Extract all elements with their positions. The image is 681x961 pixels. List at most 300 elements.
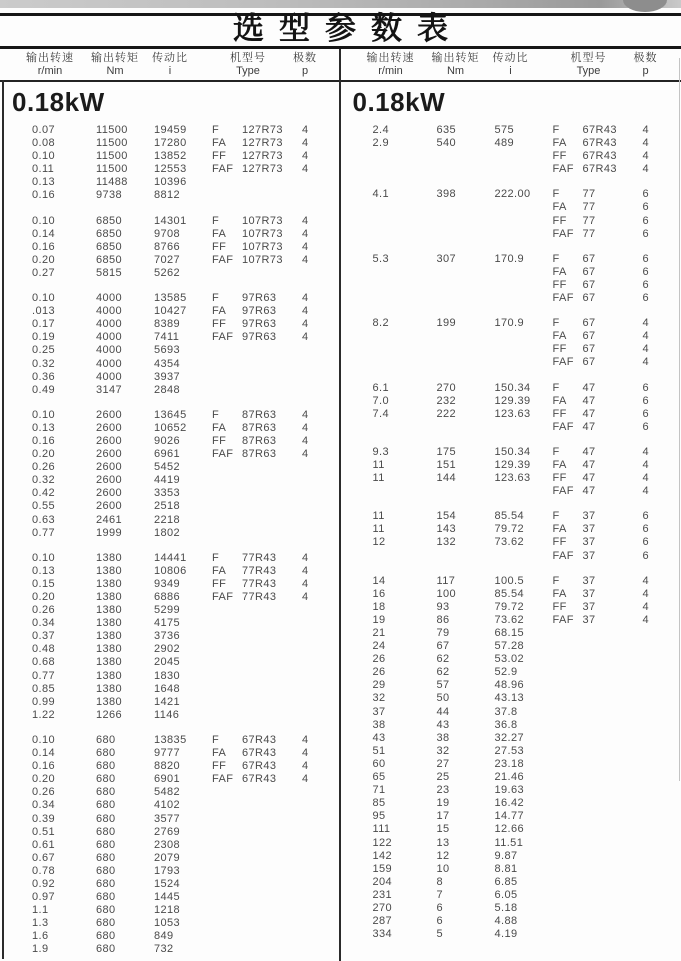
cell-torque: 38	[436, 731, 450, 744]
cell-type-prefix	[553, 810, 583, 823]
cell-poles: 4	[642, 574, 650, 587]
table-row	[341, 732, 681, 745]
cell-type-model: 97R63	[242, 318, 277, 331]
column-header-label: 极数	[293, 52, 317, 64]
cell-type-prefix: FA	[212, 564, 227, 577]
cell-poles	[302, 930, 339, 943]
cell-type-prefix: F	[212, 551, 220, 564]
cell-type-prefix	[212, 813, 242, 826]
cell-type-model	[242, 826, 302, 839]
cell-poles: 4	[302, 124, 309, 136]
cell-torque: 222	[436, 407, 457, 420]
cell-ratio: 100.5	[494, 574, 525, 587]
table-row	[0, 630, 339, 643]
cell-poles	[643, 732, 681, 745]
cell-type-model	[583, 784, 643, 797]
table-row	[341, 279, 681, 292]
cell-torque: 680	[96, 825, 116, 838]
cell-ratio: 6961	[154, 448, 181, 461]
cell-speed: 0.10	[32, 150, 56, 163]
table-row	[0, 930, 339, 943]
cell-torque: 635	[436, 124, 457, 136]
cell-speed: 26	[372, 666, 386, 679]
cell-ratio: 5262	[154, 266, 181, 279]
cell-speed: 0.20	[32, 591, 56, 603]
table-row	[0, 760, 339, 773]
cell-poles	[643, 876, 681, 889]
cell-poles: 4	[642, 124, 650, 136]
cell-torque: 6850	[96, 227, 123, 240]
cell-torque: 680	[96, 851, 116, 864]
cell-type-prefix	[212, 839, 242, 852]
cell-poles	[302, 487, 339, 500]
ratio-group	[341, 575, 681, 942]
cell-torque: 680	[96, 864, 116, 877]
cell-poles: 4	[302, 305, 309, 318]
cell-poles: 4	[302, 150, 309, 163]
cell-torque: 11500	[96, 137, 128, 150]
cell-speed: 0.16	[32, 189, 56, 202]
cell-type-model: 87R63	[242, 448, 277, 461]
cell-type-model	[242, 865, 302, 878]
cell-ratio: 43.13	[494, 692, 525, 705]
table-row	[0, 371, 339, 384]
cell-type-prefix	[212, 176, 242, 189]
cell-type-model	[242, 344, 302, 357]
cell-poles	[643, 863, 681, 876]
cell-speed: 287	[372, 915, 393, 928]
cell-speed	[373, 150, 437, 163]
cell-type-prefix	[553, 745, 583, 758]
cell-type-model: 97R63	[242, 292, 277, 305]
cell-type-prefix	[212, 487, 242, 500]
table-row	[341, 446, 681, 459]
cell-ratio: 57.28	[494, 640, 525, 653]
cell-ratio: 14.77	[494, 810, 525, 823]
cell-type-prefix	[212, 891, 242, 904]
cell-ratio: 13645	[154, 408, 187, 421]
table-row	[0, 943, 339, 956]
table-row	[0, 305, 339, 318]
cell-ratio: 79.72	[494, 523, 525, 536]
cell-ratio: 4102	[154, 799, 181, 812]
table-row	[341, 201, 681, 214]
cell-torque: 680	[96, 747, 116, 760]
cell-type-prefix: FA	[552, 137, 567, 150]
table-row	[0, 358, 339, 371]
cell-torque	[437, 343, 495, 356]
cell-ratio: 10396	[154, 176, 187, 189]
cell-speed: 18	[372, 600, 386, 613]
cell-speed: 2.9	[372, 137, 389, 150]
cell-torque: 2600	[96, 408, 123, 421]
cell-poles	[643, 745, 681, 758]
table-row	[341, 215, 681, 228]
table-left-border	[2, 80, 4, 959]
cell-poles: 4	[302, 551, 309, 564]
table-row	[341, 188, 681, 201]
cell-type-prefix: FA	[212, 227, 227, 240]
cell-speed: 0.27	[32, 266, 56, 279]
table-row	[0, 527, 339, 540]
cell-torque	[437, 421, 495, 434]
cell-torque: 540	[436, 137, 457, 150]
cell-speed	[373, 343, 437, 356]
cell-type-prefix: FF	[212, 434, 227, 447]
cell-ratio: 48.96	[494, 679, 525, 692]
cell-type-prefix: F	[212, 292, 220, 305]
cell-torque: 1380	[96, 630, 123, 643]
column-header-i	[140, 51, 200, 78]
column-header-label: 传动比	[492, 52, 529, 64]
table-row	[341, 837, 681, 850]
cell-type-prefix: FF	[212, 240, 227, 253]
cell-ratio	[495, 485, 553, 498]
cell-poles	[302, 865, 339, 878]
cell-speed: 0.08	[32, 137, 56, 150]
column-header-unit: r/min	[37, 65, 63, 77]
cell-speed: 0.16	[32, 240, 56, 253]
cell-ratio: 123.63	[494, 407, 531, 420]
table-row	[341, 382, 681, 395]
cell-poles	[643, 928, 681, 941]
table-row	[0, 917, 339, 930]
cell-torque: 2600	[96, 461, 123, 474]
cell-type-model: 37	[582, 574, 596, 587]
cell-type-prefix: FA	[212, 137, 227, 150]
cell-type-prefix	[553, 850, 583, 863]
cell-poles	[643, 810, 681, 823]
cell-ratio: 73.62	[494, 536, 525, 549]
cell-speed: 5.3	[372, 252, 389, 265]
table-row	[341, 266, 681, 279]
table-row	[341, 408, 681, 421]
table-row	[0, 176, 339, 189]
cell-type-prefix	[212, 189, 242, 202]
cell-ratio: 9.87	[494, 849, 518, 862]
cell-torque: 11500	[96, 124, 128, 136]
cell-ratio: 489	[494, 137, 515, 150]
cell-type-prefix: FAF	[552, 613, 574, 626]
cell-ratio: 2079	[154, 851, 181, 864]
cell-poles	[643, 915, 681, 928]
cell-speed: 270	[372, 901, 393, 914]
cell-speed: 0.34	[32, 799, 56, 812]
cell-type-model	[242, 917, 302, 930]
cell-ratio: 16.42	[494, 797, 525, 810]
cell-type-prefix: FF	[552, 472, 567, 485]
cell-speed: .013	[32, 305, 56, 318]
table-half-left	[0, 49, 341, 961]
cell-ratio	[495, 266, 553, 279]
column-header-Type	[551, 51, 627, 78]
cell-speed: 1.1	[32, 904, 49, 917]
ratio-group	[341, 317, 681, 369]
cell-type-prefix: FA	[552, 265, 567, 278]
cell-ratio: 4419	[154, 474, 181, 487]
cell-poles	[643, 640, 681, 653]
table-row	[0, 670, 339, 683]
cell-torque: 1380	[96, 577, 123, 590]
cell-torque: 1380	[96, 695, 123, 708]
cell-type-model: 97R63	[242, 305, 277, 318]
column-header-label: 极数	[633, 52, 658, 64]
cell-torque: 2600	[96, 487, 123, 500]
cell-speed: 60	[372, 757, 386, 770]
cell-poles	[302, 826, 339, 839]
cell-speed: 0.92	[32, 877, 56, 890]
cell-type-model: 67R43	[242, 773, 277, 786]
table-row	[0, 839, 339, 852]
cell-speed: 0.67	[32, 851, 56, 864]
cell-ratio: 1524	[154, 877, 181, 890]
cell-type-model	[242, 839, 302, 852]
cell-poles	[302, 709, 339, 722]
cell-poles: 4	[642, 600, 650, 613]
cell-poles: 4	[302, 163, 309, 176]
cell-type-model	[583, 915, 643, 928]
cell-ratio: 9349	[154, 577, 181, 590]
table-half-right	[341, 49, 681, 961]
cell-type-prefix	[212, 865, 242, 878]
cell-ratio: 8389	[154, 318, 181, 331]
cell-poles: 4	[642, 137, 650, 150]
cell-poles: 4	[302, 448, 309, 461]
column-header-p	[626, 51, 666, 78]
cell-torque: 2600	[96, 500, 123, 513]
table-row	[341, 550, 681, 563]
table-row	[0, 565, 339, 578]
cell-torque: 680	[96, 891, 116, 904]
cell-ratio: 1146	[154, 708, 180, 721]
cell-ratio: 11.51	[494, 836, 524, 849]
table-row	[0, 215, 339, 228]
cell-ratio: 7027	[154, 253, 181, 266]
cell-poles: 4	[642, 317, 650, 330]
cell-torque: 307	[436, 252, 457, 265]
cell-ratio: 9777	[154, 747, 181, 760]
cell-type-prefix	[553, 706, 583, 719]
cell-ratio: 32.27	[494, 731, 525, 744]
cell-torque: 67	[436, 640, 450, 653]
cell-torque	[437, 215, 495, 228]
cell-ratio: 150.34	[494, 445, 531, 458]
cell-torque: 19	[436, 797, 450, 810]
column-header-label: 机型号	[230, 52, 266, 64]
cell-poles	[302, 371, 339, 384]
table-row	[0, 267, 339, 280]
table-row	[0, 163, 339, 176]
table-row	[0, 786, 339, 799]
cell-torque: 151	[436, 458, 457, 471]
table-row	[0, 331, 339, 344]
cell-type-model: 67R43	[582, 137, 617, 150]
cell-speed: 11	[372, 523, 385, 536]
cell-ratio: 5693	[154, 344, 181, 357]
cell-type-model	[583, 653, 643, 666]
cell-speed: 204	[372, 875, 393, 888]
cell-ratio: 68.15	[494, 627, 525, 639]
cell-poles: 6	[642, 394, 650, 407]
cell-torque: 398	[436, 188, 457, 201]
cell-ratio: 129.39	[494, 394, 531, 407]
cell-speed: 16	[372, 587, 386, 600]
table-row	[341, 317, 681, 330]
cell-type-model: 77	[582, 214, 596, 227]
cell-type-model	[242, 474, 302, 487]
cell-ratio: 19459	[154, 124, 187, 136]
cell-speed	[373, 266, 437, 279]
column-header-unit: p	[642, 65, 649, 77]
cell-type-prefix: FAF	[552, 420, 574, 433]
cell-type-model	[242, 799, 302, 812]
cell-type-prefix: FF	[552, 278, 567, 291]
cell-torque: 680	[96, 786, 116, 799]
cell-type-prefix	[212, 604, 242, 617]
cell-type-prefix: FAF	[552, 292, 574, 305]
column-header-unit: Type	[576, 65, 601, 77]
table-row	[0, 241, 339, 254]
cell-type-model	[242, 786, 302, 799]
cell-type-model: 127R73	[242, 163, 283, 176]
cell-type-model	[583, 863, 643, 876]
cell-type-model	[583, 745, 643, 758]
cell-type-prefix: FF	[212, 760, 227, 773]
cell-torque: 144	[436, 472, 457, 485]
table-row	[0, 734, 339, 747]
cell-type-model	[242, 358, 302, 371]
cell-type-model	[583, 902, 643, 915]
cell-torque: 680	[96, 930, 116, 943]
cell-poles	[643, 902, 681, 915]
cell-torque: 1380	[96, 656, 123, 669]
cell-speed: 7.0	[372, 394, 389, 407]
table-row	[341, 627, 681, 640]
ratio-group	[0, 552, 339, 722]
cell-ratio: 123.63	[494, 472, 531, 485]
cell-type-model: 67	[582, 317, 596, 330]
cell-speed: 11	[372, 510, 385, 523]
cell-ratio: 36.8	[494, 718, 518, 731]
cell-type-prefix	[212, 267, 242, 280]
cell-speed: 0.97	[32, 891, 56, 904]
cell-poles: 4	[642, 343, 650, 356]
cell-speed: 65	[372, 771, 386, 784]
cell-type-model: 87R63	[242, 408, 277, 421]
cell-type-prefix	[553, 784, 583, 797]
cell-type-prefix	[212, 371, 242, 384]
cell-poles: 6	[642, 292, 650, 305]
cell-speed	[373, 330, 437, 343]
cell-ratio: 10652	[154, 421, 187, 434]
table-row	[341, 472, 681, 485]
cell-type-model: 127R73	[242, 150, 283, 163]
cell-type-prefix: FF	[552, 600, 567, 613]
cell-speed: 21	[372, 627, 386, 639]
cell-type-model	[242, 384, 302, 397]
cell-poles	[302, 514, 339, 527]
table-row	[341, 395, 681, 408]
cell-type-model: 77	[582, 227, 596, 240]
cell-type-model: 47	[582, 407, 596, 420]
cell-type-model: 127R73	[242, 124, 283, 136]
cell-speed: 0.20	[32, 448, 56, 461]
cell-speed: 0.37	[32, 630, 56, 643]
cell-ratio: 9708	[154, 227, 181, 240]
cell-speed	[373, 201, 437, 214]
cell-speed	[373, 485, 437, 498]
cell-type-prefix	[553, 797, 583, 810]
cell-ratio: 2518	[154, 500, 181, 513]
cell-ratio	[495, 163, 553, 176]
cell-torque: 100	[436, 587, 457, 600]
cell-speed: 0.10	[32, 551, 56, 564]
cell-type-prefix: F	[552, 574, 560, 587]
cell-type-prefix	[553, 692, 583, 705]
cell-ratio	[495, 292, 553, 305]
cell-torque: 680	[96, 943, 116, 956]
table-row	[0, 865, 339, 878]
data-groups-right	[341, 122, 681, 941]
cell-torque: 86	[436, 613, 450, 626]
cell-type-prefix: FF	[212, 318, 227, 331]
cell-poles: 6	[642, 420, 650, 433]
table-row	[0, 617, 339, 630]
table-row	[0, 696, 339, 709]
cell-torque: 32	[436, 744, 450, 757]
cell-torque: 4000	[96, 370, 123, 383]
cell-speed: 0.11	[32, 163, 55, 176]
cell-speed: 12	[372, 536, 386, 549]
cell-speed: 0.14	[32, 747, 56, 760]
table-row	[0, 578, 339, 591]
cell-speed: 0.14	[32, 227, 56, 240]
cell-torque: 1380	[96, 669, 123, 682]
cell-poles: 4	[302, 591, 309, 603]
ratio-group	[0, 215, 339, 280]
page-curl-artifact	[623, 0, 667, 12]
cell-speed: 0.13	[32, 176, 56, 189]
cell-type-prefix: FAF	[552, 356, 574, 369]
cell-type-prefix	[212, 786, 242, 799]
cell-speed: 0.99	[32, 695, 56, 708]
cell-type-model	[583, 640, 643, 653]
cell-type-model: 107R73	[242, 240, 283, 253]
table-row	[0, 643, 339, 656]
table-row	[0, 254, 339, 267]
table-row	[0, 826, 339, 839]
cell-speed: 26	[372, 653, 386, 666]
cell-poles	[302, 891, 339, 904]
cell-poles: 4	[642, 613, 650, 626]
cell-type-prefix	[212, 461, 242, 474]
cell-poles	[302, 799, 339, 812]
cell-poles: 4	[302, 331, 309, 344]
table-row	[341, 575, 681, 588]
cell-type-model: 37	[582, 613, 596, 626]
cell-type-model	[242, 878, 302, 891]
cell-type-model	[242, 630, 302, 643]
cell-speed	[373, 550, 437, 563]
cell-type-model	[583, 719, 643, 732]
cell-speed: 0.51	[32, 825, 56, 838]
cell-speed: 0.77	[32, 669, 56, 682]
cell-type-prefix	[212, 709, 242, 722]
cell-type-prefix	[553, 758, 583, 771]
cell-type-prefix: FA	[552, 458, 567, 471]
table-row	[0, 435, 339, 448]
cell-poles: 6	[642, 188, 650, 201]
